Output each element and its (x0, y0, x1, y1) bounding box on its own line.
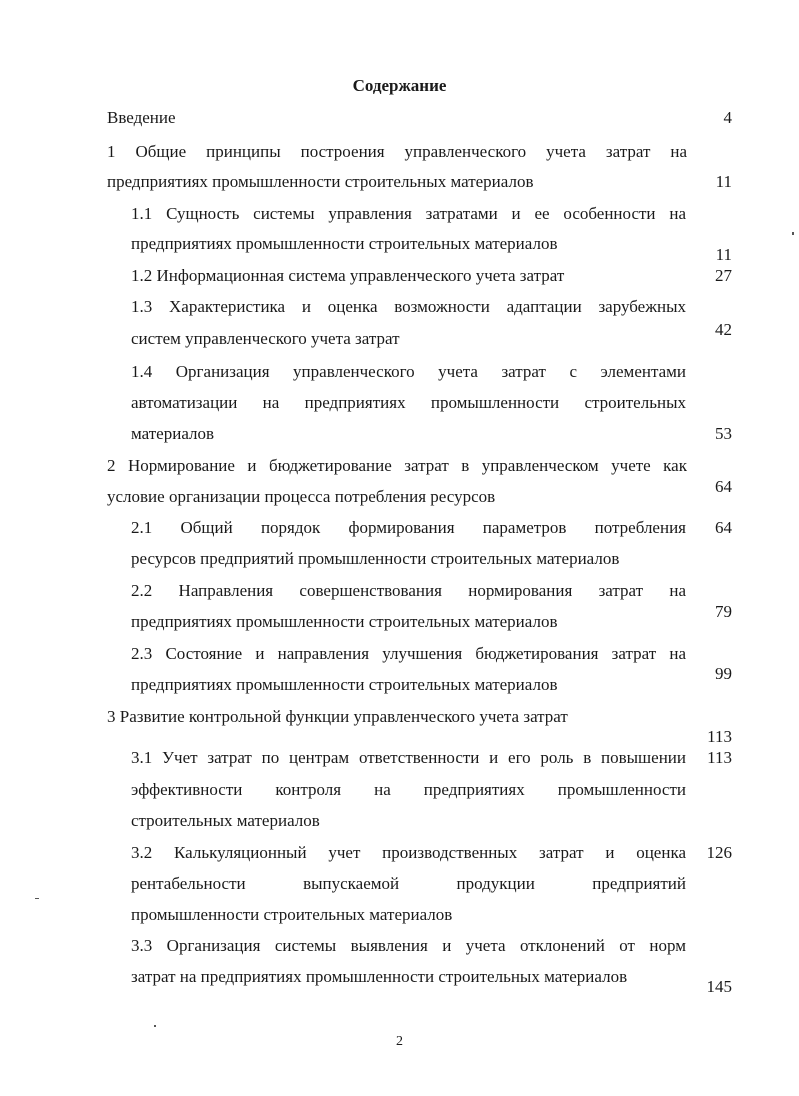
toc-entry-1-2-line-1: 1.2 Информационная система управленческого учета затрат (131, 266, 565, 285)
page-number: 2 (396, 1034, 403, 1049)
toc-entry-intro-page: 4 (723, 108, 732, 127)
toc-entry-3-1-page: 113 (707, 748, 732, 767)
toc-entry-2-2-line-2: предприятиях промышленности строительных материалов (131, 612, 558, 631)
scan-speck (35, 898, 39, 899)
toc-entry-2-2-page: 79 (715, 602, 732, 621)
toc-entry-3-page: 113 (707, 727, 732, 746)
toc-entry-1-4-line-1: 1.4 Организация управленческого учета затрат с элементами (131, 362, 686, 381)
toc-entry-2-page: 64 (715, 477, 732, 496)
toc-entry-3-line-1: 3 Развитие контрольной функции управленческого учета затрат (107, 707, 568, 726)
toc-entry-2-1-line-1: 2.1 Общий порядок формирования параметров потребления (131, 518, 686, 537)
toc-entry-1-3-line-2: систем управленческого учета затрат (131, 329, 400, 348)
toc-entry-1-line-2: предприятиях промышленности строительных материалов (107, 172, 534, 191)
toc-entry-2-3-line-1: 2.3 Состояние и направления улучшения бюджетирования затрат на (131, 644, 686, 663)
toc-entry-3-1-line-1: 3.1 Учет затрат по центрам ответственности и его роль в повышении (131, 748, 686, 767)
toc-entry-1-3-line-1: 1.3 Характеристика и оценка возможности адаптации зарубежных (131, 297, 686, 316)
toc-entry-2-2-line-1: 2.2 Направления совершенствования нормирования затрат на (131, 581, 686, 600)
scan-speck (792, 232, 794, 235)
toc-entry-1-1-line-1: 1.1 Сущность системы управления затратами и ее особенности на (131, 204, 686, 223)
toc-entry-1-1-line-2: предприятиях промышленности строительных материалов (131, 234, 558, 253)
toc-entry-3-2-line-3: промышленности строительных материалов (131, 905, 453, 924)
toc-entry-1-4-page: 53 (715, 424, 732, 443)
toc-entry-1-page: 11 (715, 172, 732, 191)
toc-entry-1-3-page: 42 (715, 320, 732, 339)
toc-entry-2-line-1: 2 Нормирование и бюджетирование затрат в управленческом учете как (107, 456, 687, 475)
toc-entry-3-2-line-2: рентабельности выпускаемой продукции предприятий (131, 874, 686, 893)
toc-entry-2-1-line-2: ресурсов предприятий промышленности строительных материалов (131, 549, 620, 568)
toc-entry-1-2-page: 27 (715, 266, 732, 285)
page-title: Содержание (352, 76, 447, 95)
toc-entry-3-1-line-2: эффективности контроля на предприятиях промышленности (131, 780, 686, 799)
toc-entry-3-1-line-3: строительных материалов (131, 811, 320, 830)
toc-entry-intro-line-1: Введение (107, 108, 176, 127)
toc-entry-2-3-line-2: предприятиях промышленности строительных материалов (131, 675, 558, 694)
toc-entry-1-4-line-2: автоматизации на предприятиях промышленности строительных (131, 393, 686, 412)
toc-entry-2-3-page: 99 (715, 664, 732, 683)
toc-entry-3-2-line-1: 3.2 Калькуляционный учет производственных затрат и оценка (131, 843, 686, 862)
toc-entry-2-1-page: 64 (715, 518, 732, 537)
toc-entry-1-4-line-3: материалов (131, 424, 215, 443)
toc-entry-1-line-1: 1 Общие принципы построения управленческого учета затрат на (107, 142, 687, 161)
toc-entry-2-line-2: условие организации процесса потребления ресурсов (107, 487, 496, 506)
toc-entry-1-1-page: 11 (715, 245, 732, 264)
toc-entry-3-3-line-1: 3.3 Организация системы выявления и учета отклонений от норм (131, 936, 686, 955)
toc-entry-3-3-page: 145 (706, 977, 732, 996)
toc-entry-3-2-page: 126 (706, 843, 732, 862)
scan-speck (154, 1025, 156, 1027)
toc-entry-3-3-line-2: затрат на предприятиях промышленности строительных материалов (131, 967, 628, 986)
